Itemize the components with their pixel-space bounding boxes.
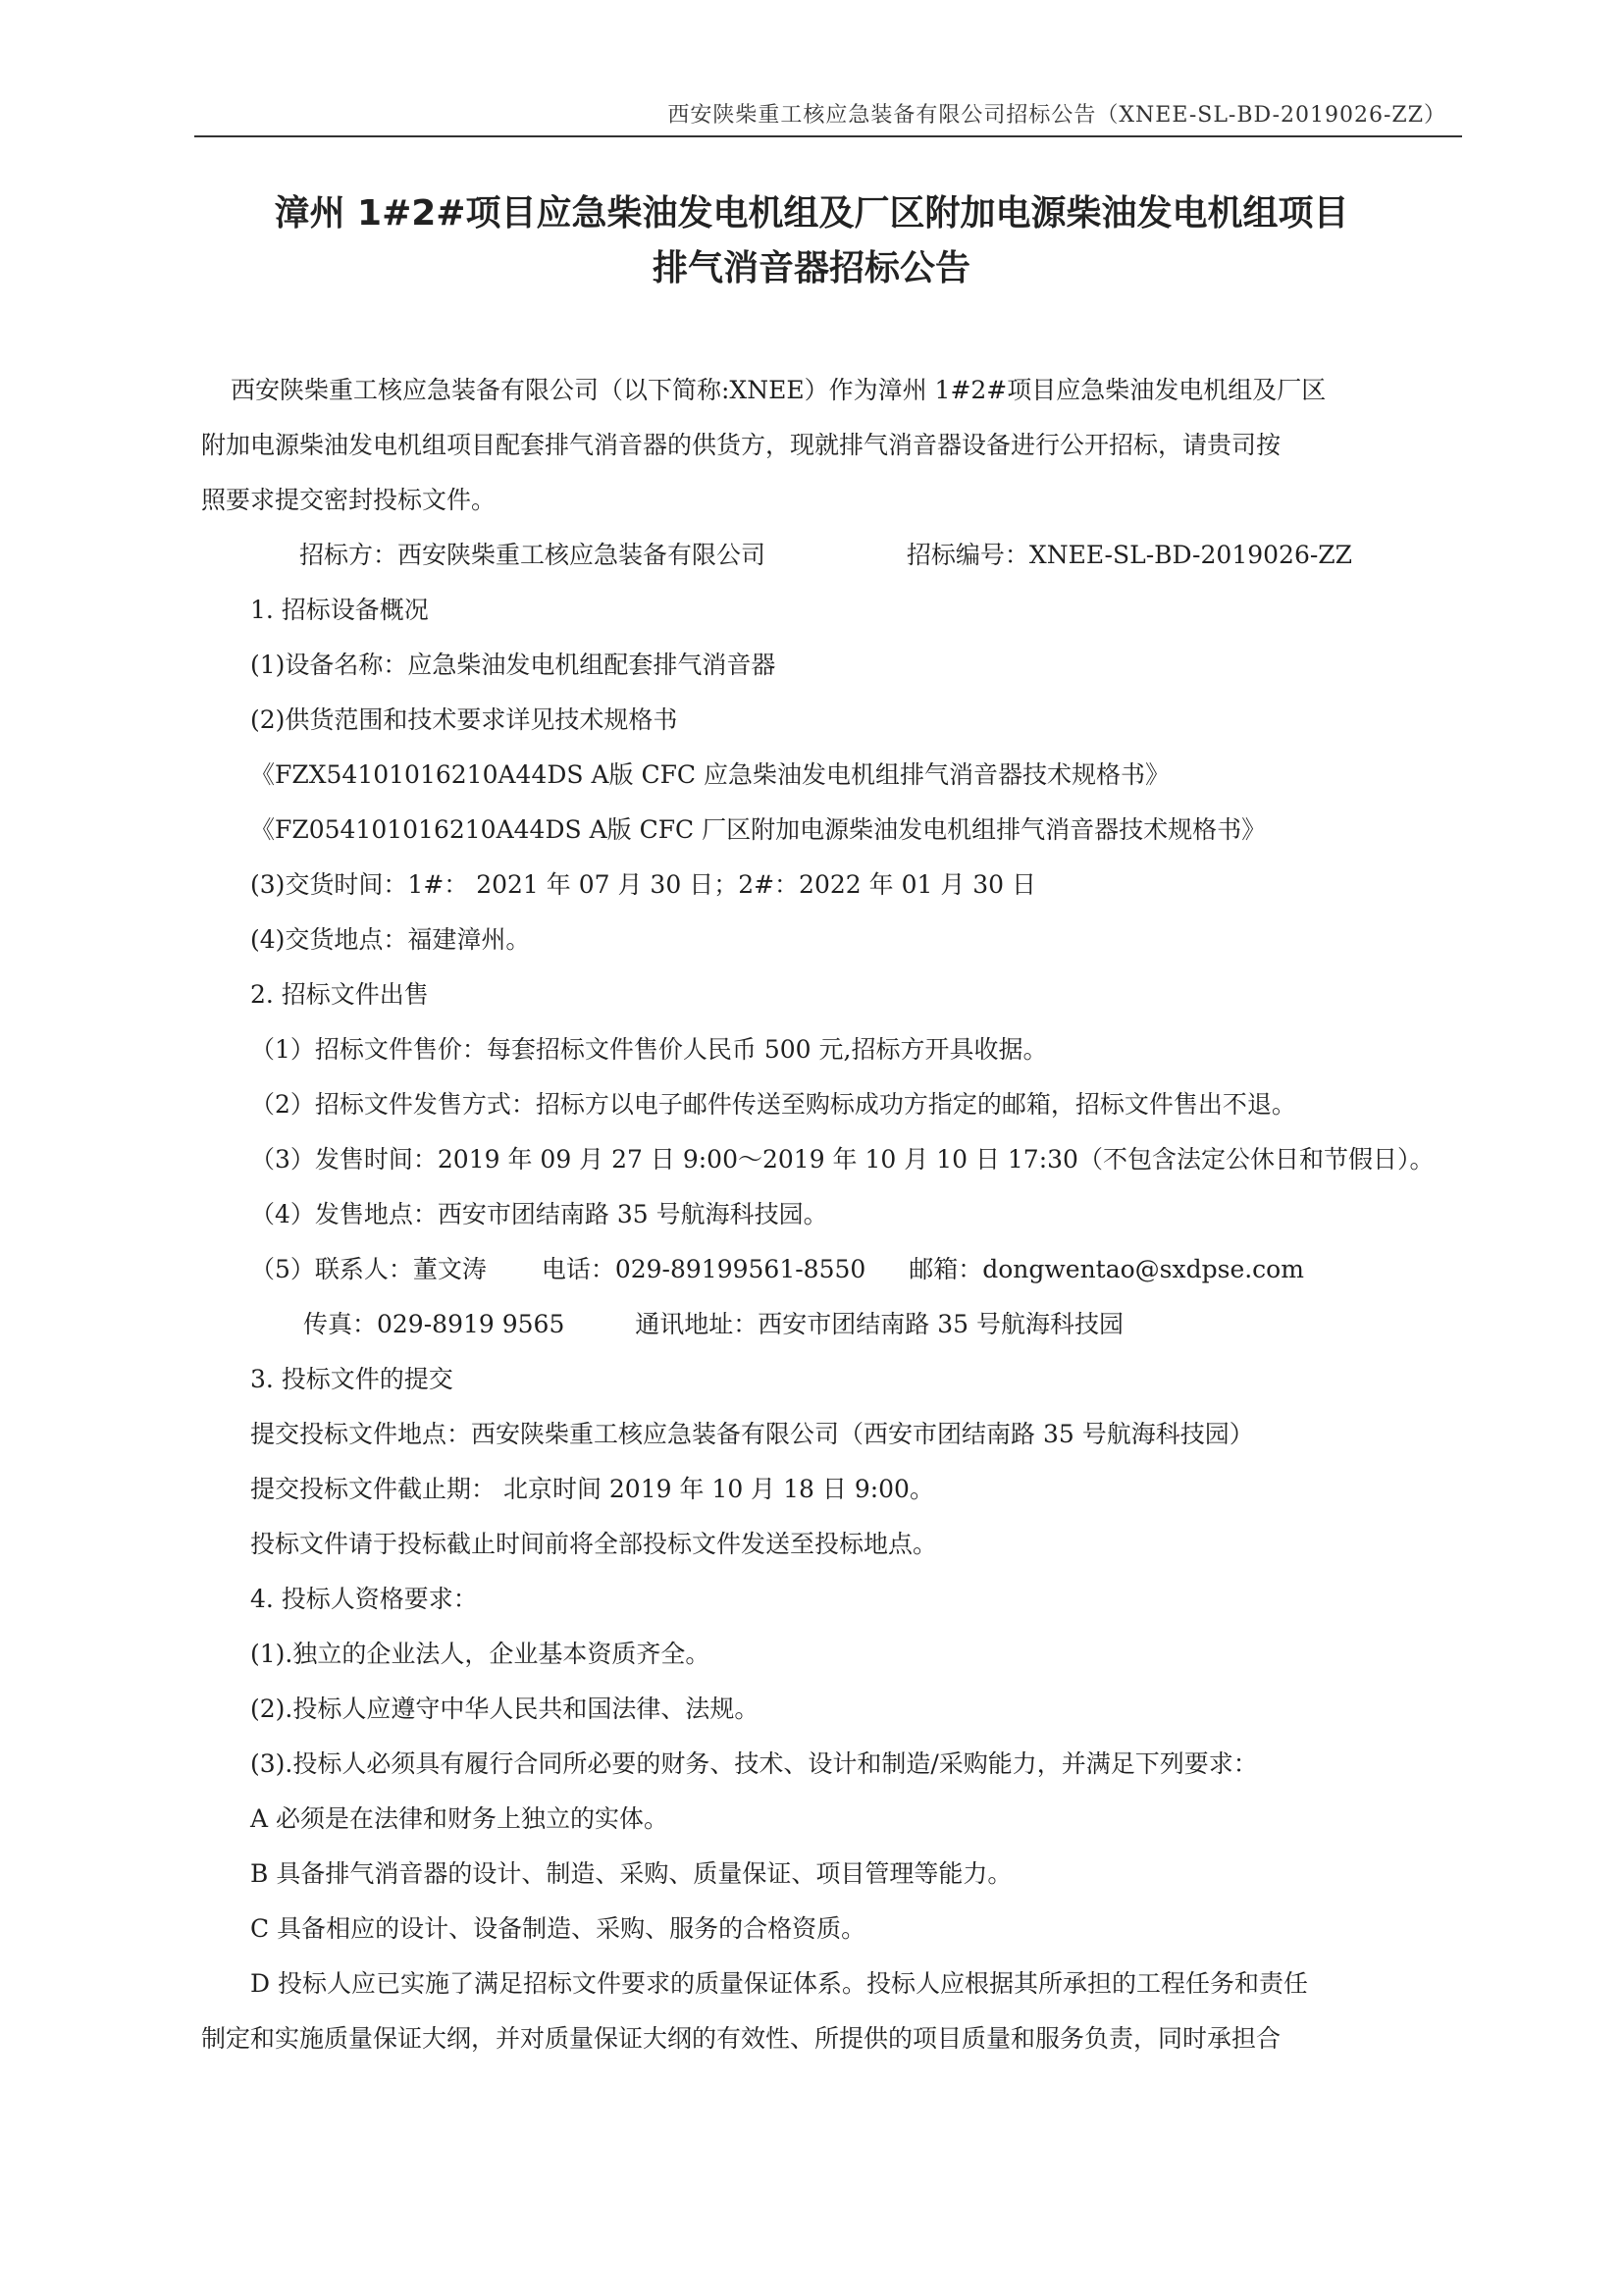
section4-heading: 4. 投标人资格要求： xyxy=(250,1585,478,1613)
section2-fax-row xyxy=(201,1297,1467,1352)
section3-deadline: 提交投标文件截止期： 北京时间 2019 年 10 月 18 日 9:00。 xyxy=(250,1475,934,1503)
intro-line-2: 附加电源柴油发电机组项目配套排气消音器的供货方，现就排气消音器设备进行公开招标，请贵司按 xyxy=(201,431,1282,459)
section1-item1: (1)设备名称：应急柴油发电机组配套排气消音器 xyxy=(250,651,776,679)
section4-req-c: C 具备相应的设计、设备制造、采购、服务的合格资质。 xyxy=(250,1914,866,1943)
section4-req3: (3).投标人必须具有履行合同所必要的财务、技术、设计和制造/采购能力，并满足下列要求： xyxy=(250,1749,1258,1778)
section3-heading: 3. 投标文件的提交 xyxy=(250,1365,453,1393)
section4-req-d-line1: D 投标人应已实施了满足招标文件要求的质量保证体系。投标人应根据其所承担的工程任务和责任 xyxy=(250,1969,1308,1998)
section1-heading: 1. 招标设备概况 xyxy=(250,596,429,624)
title-line-1: 漳州 1#2#项目应急柴油发电机组及厂区附加电源柴油发电机组项目 xyxy=(274,193,1349,234)
contact-address: 通讯地址：西安市团结南路 35 号航海科技园 xyxy=(635,1310,1124,1338)
section2-item4: （4）发售地点：西安市团结南路 35 号航海科技园。 xyxy=(250,1200,828,1228)
section2-item2: （2）招标文件发售方式：招标方以电子邮件传送至购标成功方指定的邮箱，招标文件售出不退。 xyxy=(250,1090,1296,1119)
tender-number: 招标编号：XNEE-SL-BD-2019026-ZZ xyxy=(906,541,1353,569)
document-title xyxy=(196,186,1427,296)
section1-item3: (3)交货时间：1#： 2021 年 07 月 30 日；2#：2022 年 01 月 30 日 xyxy=(250,870,1037,899)
header-rule xyxy=(194,135,1462,137)
contact-person: （5）联系人：董文涛 xyxy=(250,1255,487,1283)
contact-phone: 电话：029-89199561-8550 xyxy=(541,1255,866,1283)
section4-req-d-line2: 制定和实施质量保证大纲，并对质量保证大纲的有效性、所提供的项目质量和服务负责，同时承担合 xyxy=(201,2024,1282,2053)
page-header: 西安陕柴重工核应急装备有限公司招标公告（XNEE-SL-BD-2019026-ZZ） xyxy=(667,103,1446,128)
title-line-2: 排气消音器招标公告 xyxy=(652,248,970,288)
contact-fax: 传真：029-8919 9565 xyxy=(303,1310,565,1338)
section3-place: 提交投标文件地点：西安陕柴重工核应急装备有限公司（西安市团结南路 35 号航海科技园） xyxy=(250,1420,1254,1448)
contact-email: 邮箱：dongwentao@sxdpse.com xyxy=(909,1255,1304,1283)
section4-req-a: A 必须是在法律和财务上独立的实体。 xyxy=(250,1804,669,1833)
section3-note: 投标文件请于投标截止时间前将全部投标文件发送至投标地点。 xyxy=(250,1530,938,1558)
section4-req-b: B 具备排气消音器的设计、制造、采购、质量保证、项目管理等能力。 xyxy=(250,1859,1013,1888)
section1-item2: (2)供货范围和技术要求详见技术规格书 xyxy=(250,705,678,734)
section1-spec2: 《FZ054101016210A44DS A版 CFC 厂区附加电源柴油发电机组排气消音器技术规格书》 xyxy=(250,815,1267,844)
section2-heading: 2. 招标文件出售 xyxy=(250,980,429,1009)
section2-item1: （1）招标文件售价：每套招标文件售价人民币 500 元,招标方开具收据。 xyxy=(250,1035,1048,1064)
section4-req2: (2).投标人应遵守中华人民共和国法律、法规。 xyxy=(250,1695,759,1723)
section1-item4: (4)交货地点：福建漳州。 xyxy=(250,925,531,954)
section4-req1: (1).独立的企业法人，企业基本资质齐全。 xyxy=(250,1640,710,1668)
intro-line-1: 西安陕柴重工核应急装备有限公司（以下简称:XNEE）作为漳州 1#2#项目应急柴油发电机组及厂区 xyxy=(231,376,1327,404)
tenderer-row xyxy=(201,528,1467,583)
section2-contact-row xyxy=(201,1242,1467,1297)
document-body xyxy=(201,363,1467,2066)
section2-item3: （3）发售时间：2019 年 09 月 27 日 9:00～2019 年 10 月 10 日 17:30（不包含法定公休日和节假日）。 xyxy=(250,1145,1435,1174)
intro-line-3: 照要求提交密封投标文件。 xyxy=(201,486,497,514)
section1-spec1: 《FZX54101016210A44DS A版 CFC 应急柴油发电机组排气消音器技术规格书》 xyxy=(250,760,1171,789)
tenderer-label: 招标方：西安陕柴重工核应急装备有限公司 xyxy=(299,541,766,569)
